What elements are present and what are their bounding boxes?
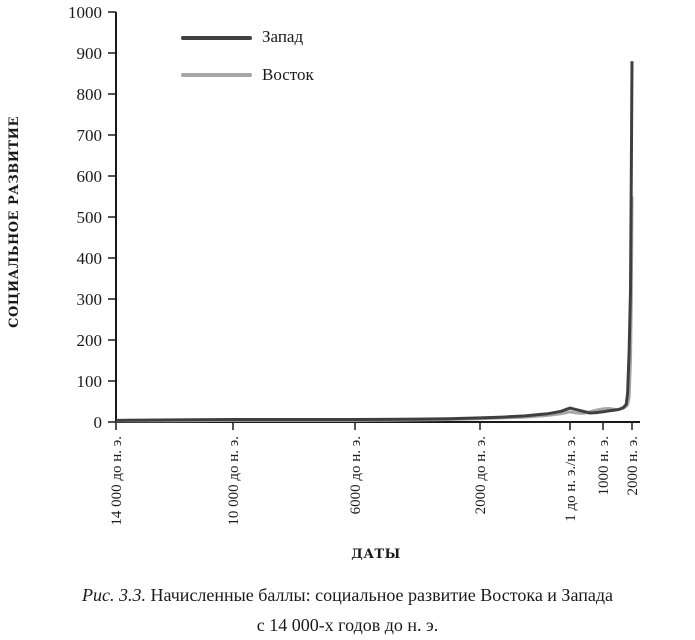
y-tick-label: 600 xyxy=(76,167,102,186)
y-tick-label: 200 xyxy=(76,331,102,350)
x-axis-title: ДАТЫ xyxy=(351,547,401,562)
y-tick-label: 700 xyxy=(76,126,102,145)
y-ticks xyxy=(68,3,116,432)
series-layer xyxy=(116,61,632,421)
y-tick-label: 400 xyxy=(76,249,102,268)
x-tick-label: 2000 н. э. xyxy=(625,436,641,496)
legend-label-east: Восток xyxy=(262,65,314,84)
legend xyxy=(183,27,315,84)
y-tick-label: 500 xyxy=(76,208,102,227)
y-tick-label: 1000 xyxy=(68,3,102,22)
figure-caption xyxy=(0,580,695,640)
y-axis-title: СОЦИАЛЬНОЕ РАЗВИТИЕ xyxy=(7,116,22,328)
y-tick-label: 900 xyxy=(76,44,102,63)
y-tick-label: 0 xyxy=(93,413,102,432)
x-ticks xyxy=(109,422,641,526)
y-tick-label: 100 xyxy=(76,372,102,391)
x-tick-label: 10 000 до н. э. xyxy=(226,436,242,526)
caption-line2: с 14 000-х годов до н. э. xyxy=(256,615,439,635)
series-line-east xyxy=(116,197,632,421)
legend-label-west: Запад xyxy=(262,27,304,46)
x-tick-label: 1000 н. э. xyxy=(596,436,612,496)
x-tick-label: 6000 до н. э. xyxy=(348,436,364,515)
caption-label: Рис. 3.3. xyxy=(82,585,146,605)
x-tick-label: 2000 до н. э. xyxy=(473,436,489,515)
y-tick-label: 800 xyxy=(76,85,102,104)
x-tick-label: 14 000 до н. э. xyxy=(109,436,125,526)
y-tick-label: 300 xyxy=(76,290,102,309)
caption-line1: Начисленные баллы: социальное развитие Востока и Запада xyxy=(145,585,613,605)
x-tick-label: 1 до н. э./н. э. xyxy=(563,436,579,522)
series-line-west xyxy=(116,61,632,420)
